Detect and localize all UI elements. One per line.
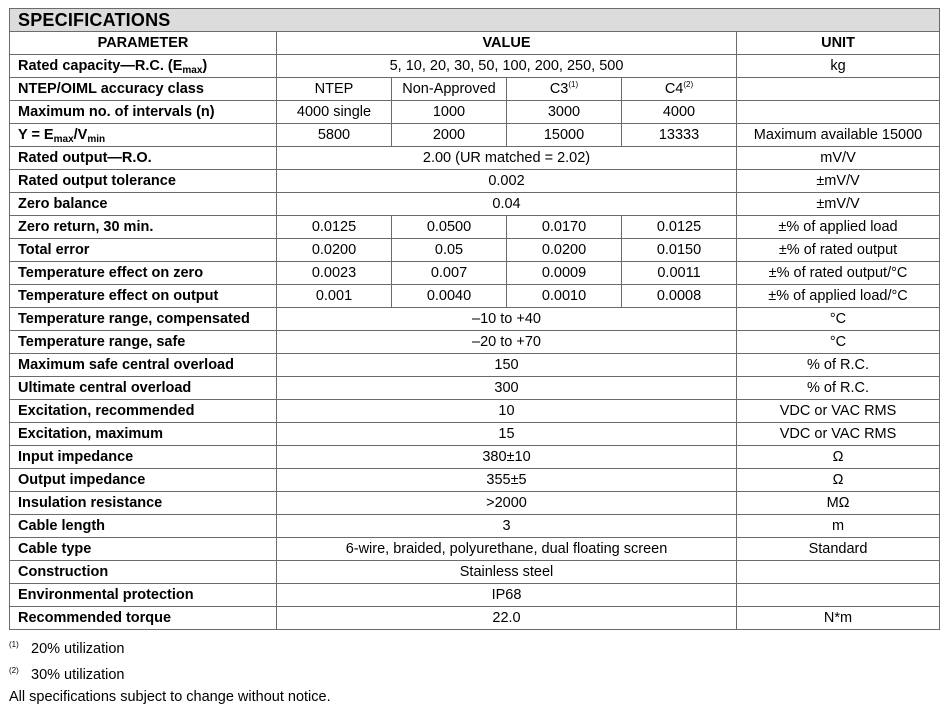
specifications-table	[9, 8, 940, 630]
class-ntep: NTEP	[277, 78, 392, 101]
table-row	[10, 515, 940, 538]
param-value: 2.00 (UR matched = 2.02)	[277, 147, 737, 170]
param-value: IP68	[277, 584, 737, 607]
table-row	[10, 101, 940, 124]
param-unit: ±% of applied load/°C	[737, 285, 940, 308]
table-row	[10, 561, 940, 584]
title-row	[10, 9, 940, 32]
param-label: Ultimate central overload	[10, 377, 277, 400]
param-label: NTEP/OIML accuracy class	[10, 78, 277, 101]
param-label: Temperature effect on zero	[10, 262, 277, 285]
param-unit: Standard	[737, 538, 940, 561]
param-label: Total error	[10, 239, 277, 262]
param-unit: ±% of rated output/°C	[737, 262, 940, 285]
param-value: 0.05	[392, 239, 507, 262]
param-label: Maximum no. of intervals (n)	[10, 101, 277, 124]
param-value: –20 to +70	[277, 331, 737, 354]
param-value: >2000	[277, 492, 737, 515]
footnotes	[9, 634, 331, 708]
param-value: 0.0008	[622, 285, 737, 308]
param-label: Cable type	[10, 538, 277, 561]
param-label: $Y = E_{max}/V_{min}$	[10, 124, 277, 147]
table-row	[10, 78, 940, 101]
param-value: Stainless steel	[277, 561, 737, 584]
param-value: 0.0009	[507, 262, 622, 285]
param-value: 3	[277, 515, 737, 538]
param-value: 0.001	[277, 285, 392, 308]
param-value: 4000 single	[277, 101, 392, 124]
table-row	[10, 285, 940, 308]
param-unit: ±% of rated output	[737, 239, 940, 262]
param-value: 0.0125	[277, 216, 392, 239]
param-label: Output impedance	[10, 469, 277, 492]
param-unit: % of R.C.	[737, 354, 940, 377]
param-label: Rated capacity—R.C. $(E_{max})$	[10, 55, 277, 78]
table-row	[10, 170, 940, 193]
class-c4: C4$^{(2)}$	[622, 78, 737, 101]
param-value: 0.04	[277, 193, 737, 216]
param-unit: ±% of applied load	[737, 216, 940, 239]
param-unit: Maximum available 15000	[737, 124, 940, 147]
param-unit: N*m	[737, 607, 940, 630]
header-row	[10, 32, 940, 55]
param-unit	[737, 584, 940, 607]
table-row	[10, 331, 940, 354]
param-unit: mV/V	[737, 147, 940, 170]
param-label: Temperature effect on output	[10, 285, 277, 308]
param-value: 355±5	[277, 469, 737, 492]
param-unit: Ω	[737, 469, 940, 492]
param-value: 5800	[277, 124, 392, 147]
param-unit: m	[737, 515, 940, 538]
table-row	[10, 423, 940, 446]
param-label: Zero return, 30 min.	[10, 216, 277, 239]
param-unit: ±mV/V	[737, 170, 940, 193]
param-value: 0.0170	[507, 216, 622, 239]
param-value: 0.0011	[622, 262, 737, 285]
param-value: 300	[277, 377, 737, 400]
footnote-1: (1) 20% utilization	[9, 640, 125, 657]
param-unit	[737, 78, 940, 101]
table-row	[10, 147, 940, 170]
header-value: VALUE	[277, 32, 737, 55]
param-value: 5, 10, 20, 30, 50, 100, 200, 250, 500	[277, 55, 737, 78]
param-value: 0.0125	[622, 216, 737, 239]
table-row	[10, 55, 940, 78]
disclaimer: All specifications subject to change without notice.	[9, 689, 331, 705]
table-row	[10, 216, 940, 239]
param-value: 15	[277, 423, 737, 446]
param-unit: ±mV/V	[737, 193, 940, 216]
param-value: 0.002	[277, 170, 737, 193]
param-value: 1000	[392, 101, 507, 124]
param-label: Zero balance	[10, 193, 277, 216]
param-label: Insulation resistance	[10, 492, 277, 515]
param-label: Cable length	[10, 515, 277, 538]
param-value: 3000	[507, 101, 622, 124]
param-value: 2000	[392, 124, 507, 147]
param-value: 22.0	[277, 607, 737, 630]
table-row	[10, 377, 940, 400]
param-unit: kg	[737, 55, 940, 78]
param-label: Excitation, recommended	[10, 400, 277, 423]
header-parameter: PARAMETER	[10, 32, 277, 55]
param-value: 13333	[622, 124, 737, 147]
class-c3: C3$^{(1)}$	[507, 78, 622, 101]
param-value: 0.0150	[622, 239, 737, 262]
class-non-approved: Non-Approved	[392, 78, 507, 101]
param-value: 0.0023	[277, 262, 392, 285]
header-unit: UNIT	[737, 32, 940, 55]
table-row	[10, 308, 940, 331]
param-unit: °C	[737, 308, 940, 331]
table-row	[10, 354, 940, 377]
param-label: Environmental protection	[10, 584, 277, 607]
param-value: 150	[277, 354, 737, 377]
table-title: SPECIFICATIONS	[10, 9, 940, 32]
table-row	[10, 469, 940, 492]
table-row	[10, 124, 940, 147]
table-row	[10, 400, 940, 423]
param-value: 4000	[622, 101, 737, 124]
param-unit: MΩ	[737, 492, 940, 515]
param-unit: VDC or VAC RMS	[737, 400, 940, 423]
param-label: Excitation, maximum	[10, 423, 277, 446]
param-label: Rated output—R.O.	[10, 147, 277, 170]
table-row	[10, 262, 940, 285]
footnote-2: (2) 30% utilization	[9, 666, 125, 683]
table-row	[10, 538, 940, 561]
param-label: Recommended torque	[10, 607, 277, 630]
param-unit: °C	[737, 331, 940, 354]
param-value: 0.0500	[392, 216, 507, 239]
param-label: Construction	[10, 561, 277, 584]
param-value: 15000	[507, 124, 622, 147]
param-unit: Ω	[737, 446, 940, 469]
param-value: 6-wire, braided, polyurethane, dual floating screen	[277, 538, 737, 561]
table-row	[10, 492, 940, 515]
param-label: Rated output tolerance	[10, 170, 277, 193]
param-label: Temperature range, compensated	[10, 308, 277, 331]
param-value: 0.0200	[277, 239, 392, 262]
param-unit	[737, 101, 940, 124]
table-row	[10, 607, 940, 630]
table-row	[10, 446, 940, 469]
table-row	[10, 193, 940, 216]
param-unit: VDC or VAC RMS	[737, 423, 940, 446]
param-value: 0.0010	[507, 285, 622, 308]
param-value: –10 to +40	[277, 308, 737, 331]
param-unit	[737, 561, 940, 584]
param-value: 0.0200	[507, 239, 622, 262]
table-row	[10, 584, 940, 607]
param-label: Temperature range, safe	[10, 331, 277, 354]
param-unit: % of R.C.	[737, 377, 940, 400]
param-value: 10	[277, 400, 737, 423]
param-value: 0.007	[392, 262, 507, 285]
param-value: 380±10	[277, 446, 737, 469]
param-label: Input impedance	[10, 446, 277, 469]
table-row	[10, 239, 940, 262]
param-value: 0.0040	[392, 285, 507, 308]
param-label: Maximum safe central overload	[10, 354, 277, 377]
